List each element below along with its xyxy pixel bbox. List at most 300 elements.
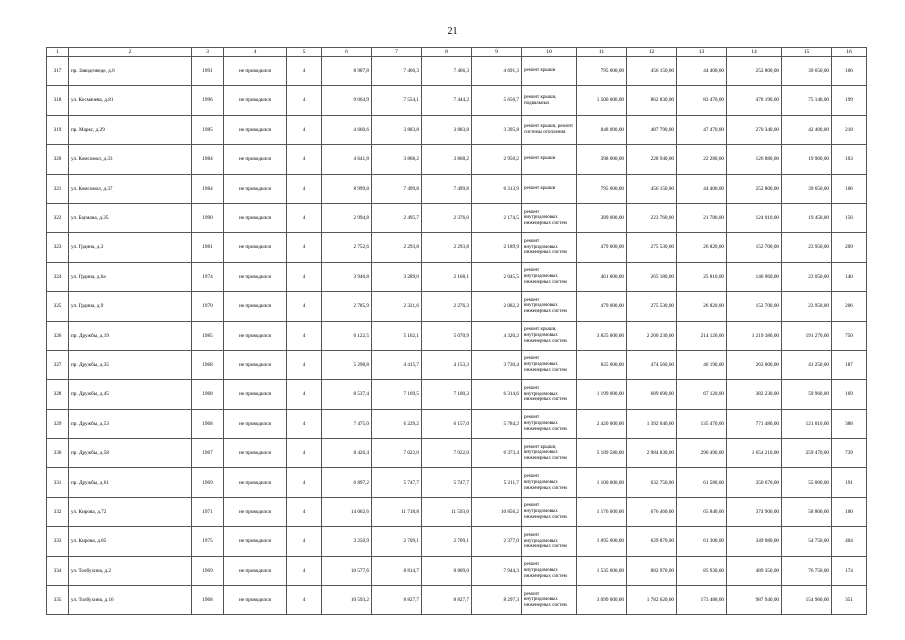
cell-col-13: 22 280,00 — [677, 145, 727, 174]
cell-col-3: 1971 — [192, 497, 224, 526]
cell-col-4: не проводился — [224, 233, 287, 262]
cell-col-5: 4 — [287, 409, 322, 438]
cell-col-8: 8 827,7 — [422, 586, 472, 615]
cell-col-12: 632 750,00 — [627, 468, 677, 497]
cell-col-13: 61 580,00 — [677, 468, 727, 497]
cell-col-7: 3 883,8 — [372, 115, 422, 144]
cell-col-7: 6 229,2 — [372, 409, 422, 438]
cell-col-14: 382 230,00 — [727, 380, 782, 409]
cell-col-9: 2 082,3 — [472, 292, 522, 321]
cell-col-8: 2 376,0 — [422, 203, 472, 232]
cell-col-4: не проводился — [224, 174, 287, 203]
cell-col-5: 4 — [287, 203, 322, 232]
cell-col-2: ул. Комсомол, д.33 — [69, 145, 192, 174]
table-row — [47, 233, 867, 262]
table-header — [47, 48, 867, 57]
cell-col-11: 3 099 000,00 — [577, 586, 627, 615]
cell-col-12: 275 530,00 — [627, 233, 677, 262]
cell-col-6: 14 062,6 — [322, 497, 372, 526]
cell-col-14: 252 800,00 — [727, 174, 782, 203]
column-header-5: 5 — [287, 48, 322, 57]
cell-col-13: 85 930,00 — [677, 556, 727, 585]
cell-col-15: 41 250,00 — [782, 350, 832, 379]
column-header-4: 4 — [224, 48, 287, 57]
column-header-15: 15 — [782, 48, 832, 57]
column-header-3: 3 — [192, 48, 224, 57]
cell-col-5: 4 — [287, 468, 322, 497]
cell-col-9: 5 784,2 — [472, 409, 522, 438]
cell-col-11: 1 535 000,00 — [577, 556, 627, 585]
cell-col-15: 42 400,00 — [782, 115, 832, 144]
cell-col-5: 4 — [287, 321, 322, 350]
cell-col-2: ул. Толбухина, д.2 — [69, 556, 192, 585]
cell-col-1: 318 — [47, 86, 69, 115]
cell-col-16: 103 — [832, 145, 867, 174]
cell-col-2: пр. Дружбы, д.53 — [69, 409, 192, 438]
column-header-8: 8 — [422, 48, 472, 57]
cell-col-4: не проводился — [224, 203, 287, 232]
cell-col-13: 135 470,00 — [677, 409, 727, 438]
column-header-13: 13 — [677, 48, 727, 57]
cell-col-9: 2 950,2 — [472, 145, 522, 174]
cell-col-14: 374 900,00 — [727, 497, 782, 526]
cell-col-12: 2 200 230,00 — [627, 321, 677, 350]
cell-col-4: не проводился — [224, 86, 287, 115]
cell-col-10: ремонт внутридомовых инженерных систем — [522, 409, 577, 438]
cell-col-12: 265 180,00 — [627, 262, 677, 291]
column-header-10: 10 — [522, 48, 577, 57]
cell-col-10: ремонт внутридомовых инженерных систем — [522, 527, 577, 556]
cell-col-6: 4 660,6 — [322, 115, 372, 144]
cell-col-10: ремонт внутридомовых инженерных систем — [522, 497, 577, 526]
cell-col-15: 23 950,00 — [782, 233, 832, 262]
cell-col-13: 21 780,00 — [677, 203, 727, 232]
column-header-1: 1 — [47, 48, 69, 57]
cell-col-16: 199 — [832, 86, 867, 115]
cell-col-1: 335 — [47, 586, 69, 615]
cell-col-1: 327 — [47, 350, 69, 379]
cell-col-2: ул. Кирова, д.72 — [69, 497, 192, 526]
cell-col-14: 350 670,00 — [727, 468, 782, 497]
cell-col-12: 676 460,00 — [627, 497, 677, 526]
cell-col-7: 4 415,7 — [372, 350, 422, 379]
column-header-6: 6 — [322, 48, 372, 57]
cell-col-9: 8 297,3 — [472, 586, 522, 615]
table-row — [47, 586, 867, 615]
cell-col-14: 1 654 210,00 — [727, 439, 782, 468]
cell-col-8: 7 499,8 — [422, 174, 472, 203]
cell-col-16: 388 — [832, 409, 867, 438]
cell-col-6: 2 994,8 — [322, 203, 372, 232]
cell-col-5: 4 — [287, 145, 322, 174]
cell-col-9: 3 395,8 — [472, 115, 522, 144]
cell-col-12: 629 870,00 — [627, 527, 677, 556]
header-row — [47, 48, 867, 57]
cell-col-10: ремонт внутридомовых инженерных систем — [522, 350, 577, 379]
cell-col-8: 5 070,9 — [422, 321, 472, 350]
cell-col-12: 223 760,00 — [627, 203, 677, 232]
cell-col-12: 689 690,00 — [627, 380, 677, 409]
cell-col-9: 3 730,4 — [472, 350, 522, 379]
table-row — [47, 292, 867, 321]
cell-col-11: 461 000,00 — [577, 262, 627, 291]
cell-col-8: 3 868,2 — [422, 145, 472, 174]
cell-col-9: 5 211,7 — [472, 468, 522, 497]
cell-col-5: 4 — [287, 115, 322, 144]
cell-col-15: 259 470,00 — [782, 439, 832, 468]
cell-col-11: 3 825 000,00 — [577, 321, 627, 350]
cell-col-5: 4 — [287, 292, 322, 321]
cell-col-15: 19 900,00 — [782, 145, 832, 174]
cell-col-14: 152 700,00 — [727, 292, 782, 321]
cell-col-11: 389 000,00 — [577, 203, 627, 232]
cell-col-9: 4 691,3 — [472, 57, 522, 86]
cell-col-5: 4 — [287, 57, 322, 86]
table-row — [47, 145, 867, 174]
cell-col-11: 398 000,00 — [577, 145, 627, 174]
cell-col-15: 76 750,00 — [782, 556, 832, 585]
cell-col-5: 4 — [287, 586, 322, 615]
cell-col-13: 46 190,00 — [677, 350, 727, 379]
cell-col-15: 55 000,00 — [782, 468, 832, 497]
cell-col-7: 2 321,6 — [372, 292, 422, 321]
table-row — [47, 203, 867, 232]
cell-col-14: 771 480,00 — [727, 409, 782, 438]
cell-col-7: 7 022,0 — [372, 439, 422, 468]
cell-col-3: 1990 — [192, 203, 224, 232]
cell-col-8: 8 809,0 — [422, 556, 472, 585]
cell-col-16: 206 — [832, 292, 867, 321]
table-row — [47, 321, 867, 350]
cell-col-6: 2 785,9 — [322, 292, 372, 321]
cell-col-6: 5 298,8 — [322, 350, 372, 379]
cell-col-11: 5 189 580,00 — [577, 439, 627, 468]
cell-col-7: 2 709,1 — [372, 527, 422, 556]
cell-col-5: 4 — [287, 556, 322, 585]
cell-col-16: 209 — [832, 233, 867, 262]
cell-col-8: 7 100,3 — [422, 380, 472, 409]
cell-col-15: 191 270,00 — [782, 321, 832, 350]
cell-col-2: ул. Баумана, д.35 — [69, 203, 192, 232]
cell-col-16: 187 — [832, 350, 867, 379]
cell-col-1: 326 — [47, 321, 69, 350]
cell-col-5: 4 — [287, 174, 322, 203]
cell-col-1: 328 — [47, 380, 69, 409]
cell-col-9: 4 320,2 — [472, 321, 522, 350]
cell-col-3: 1968 — [192, 380, 224, 409]
cell-col-10: ремонт внутридомовых инженерных систем — [522, 203, 577, 232]
cell-col-10: ремонт крыши — [522, 57, 577, 86]
cell-col-8: 6 157,0 — [422, 409, 472, 438]
cell-col-16: 218 — [832, 115, 867, 144]
cell-col-2: пр. Заводговеде, д.6 — [69, 57, 192, 86]
cell-col-13: 25 810,00 — [677, 262, 727, 291]
cell-col-9: 7 944,3 — [472, 556, 522, 585]
cell-col-16: 750 — [832, 321, 867, 350]
cell-col-12: 882 970,00 — [627, 556, 677, 585]
cell-col-14: 152 700,00 — [727, 233, 782, 262]
cell-col-2: ул. Толбухина, д.16 — [69, 586, 192, 615]
cell-col-15: 39 650,00 — [782, 174, 832, 203]
cell-col-4: не проводился — [224, 409, 287, 438]
table-row — [47, 262, 867, 291]
cell-col-15: 154 960,00 — [782, 586, 832, 615]
cell-col-2: ул. Грдина, д.9 — [69, 292, 192, 321]
cell-col-15: 23 950,00 — [782, 292, 832, 321]
cell-col-5: 4 — [287, 86, 322, 115]
cell-col-5: 4 — [287, 527, 322, 556]
cell-col-14: 124 010,00 — [727, 203, 782, 232]
cell-col-11: 1 500 000,00 — [577, 86, 627, 115]
cell-col-4: не проводился — [224, 321, 287, 350]
cell-col-1: 320 — [47, 145, 69, 174]
cell-col-10: ремонт внутридомовых инженерных систем — [522, 233, 577, 262]
cell-col-12: 862 830,00 — [627, 86, 677, 115]
cell-col-13: 214 120,00 — [677, 321, 727, 350]
cell-col-8: 2 276,3 — [422, 292, 472, 321]
cell-col-15: 59 960,00 — [782, 380, 832, 409]
cell-col-10: ремонт крыши, внутридомовых инженерных систем — [522, 439, 577, 468]
cell-col-3: 1970 — [192, 292, 224, 321]
cell-col-9: 6 314,6 — [472, 380, 522, 409]
cell-col-5: 4 — [287, 497, 322, 526]
cell-col-3: 1969 — [192, 468, 224, 497]
cell-col-4: не проводился — [224, 262, 287, 291]
cell-col-15: 23 050,00 — [782, 262, 832, 291]
cell-col-4: не проводился — [224, 527, 287, 556]
cell-col-1: 321 — [47, 174, 69, 203]
cell-col-10: ремонт крыши — [522, 145, 577, 174]
cell-col-11: 848 000,00 — [577, 115, 627, 144]
cell-col-15: 19 450,00 — [782, 203, 832, 232]
cell-col-8: 2 168,1 — [422, 262, 472, 291]
cell-col-3: 1974 — [192, 262, 224, 291]
cell-col-4: не проводился — [224, 57, 287, 86]
table-row — [47, 86, 867, 115]
cell-col-14: 478 190,00 — [727, 86, 782, 115]
table-row — [47, 350, 867, 379]
cell-col-7: 5 102,1 — [372, 321, 422, 350]
cell-col-13: 61 300,00 — [677, 527, 727, 556]
cell-col-3: 1975 — [192, 527, 224, 556]
cell-col-14: 146 960,00 — [727, 262, 782, 291]
cell-col-13: 83 470,00 — [677, 86, 727, 115]
cell-col-12: 456 150,00 — [627, 57, 677, 86]
cell-col-8: 11 593,0 — [422, 497, 472, 526]
cell-col-11: 479 000,00 — [577, 292, 627, 321]
cell-col-7: 2 495,7 — [372, 203, 422, 232]
cell-col-3: 1969 — [192, 556, 224, 585]
cell-col-4: не проводился — [224, 556, 287, 585]
cell-col-11: 479 000,00 — [577, 233, 627, 262]
cell-col-9: 2 174,5 — [472, 203, 522, 232]
cell-col-13: 44 400,00 — [677, 57, 727, 86]
cell-col-14: 126 880,00 — [727, 145, 782, 174]
cell-col-1: 331 — [47, 468, 69, 497]
cell-col-8: 7 466,3 — [422, 57, 472, 86]
table-row — [47, 497, 867, 526]
cell-col-9: 2 189,9 — [472, 233, 522, 262]
cell-col-16: 169 — [832, 380, 867, 409]
cell-col-14: 252 800,00 — [727, 57, 782, 86]
cell-col-8: 2 709,1 — [422, 527, 472, 556]
cell-col-12: 2 984 830,00 — [627, 439, 677, 468]
cell-col-11: 825 000,00 — [577, 350, 627, 379]
column-header-7: 7 — [372, 48, 422, 57]
cell-col-4: не проводился — [224, 350, 287, 379]
cell-col-8: 5 747,7 — [422, 468, 472, 497]
cell-col-10: ремонт внутридомовых инженерных систем — [522, 292, 577, 321]
cell-col-2: ул. Грдина, д.6а — [69, 262, 192, 291]
cell-col-11: 1 199 000,00 — [577, 380, 627, 409]
cell-col-7: 7 169,5 — [372, 380, 422, 409]
table-row — [47, 174, 867, 203]
table-row — [47, 468, 867, 497]
cell-col-14: 987 940,00 — [727, 586, 782, 615]
cell-col-15: 39 650,00 — [782, 57, 832, 86]
cell-col-5: 4 — [287, 233, 322, 262]
cell-col-1: 319 — [47, 115, 69, 144]
cell-col-6: 6 897,2 — [322, 468, 372, 497]
cell-col-11: 795 000,00 — [577, 174, 627, 203]
cell-col-10: ремонт крыши — [522, 174, 577, 203]
cell-col-8: 7 444,2 — [422, 86, 472, 115]
cell-col-6: 10 577,6 — [322, 556, 372, 585]
cell-col-3: 1984 — [192, 174, 224, 203]
cell-col-3: 1981 — [192, 233, 224, 262]
cell-col-1: 333 — [47, 527, 69, 556]
cell-col-12: 487 790,00 — [627, 115, 677, 144]
cell-col-13: 47 470,00 — [677, 115, 727, 144]
cell-col-14: 1 219 380,00 — [727, 321, 782, 350]
cell-col-4: не проводился — [224, 292, 287, 321]
cell-col-3: 1985 — [192, 115, 224, 144]
cell-col-7: 3 289,0 — [372, 262, 422, 291]
cell-col-11: 2 420 000,00 — [577, 409, 627, 438]
cell-col-14: 263 000,00 — [727, 350, 782, 379]
cell-col-12: 474 560,00 — [627, 350, 677, 379]
cell-col-4: не проводился — [224, 468, 287, 497]
column-header-12: 12 — [627, 48, 677, 57]
table-row — [47, 115, 867, 144]
cell-col-3: 1968 — [192, 350, 224, 379]
cell-col-13: 67 120,00 — [677, 380, 727, 409]
cell-col-14: 489 350,00 — [727, 556, 782, 585]
cell-col-15: 58 800,00 — [782, 497, 832, 526]
cell-col-8: 2 293,8 — [422, 233, 472, 262]
cell-col-12: 228 940,00 — [627, 145, 677, 174]
cell-col-2: ул. Комсомол, д.37 — [69, 174, 192, 203]
cell-col-13: 44 400,00 — [677, 174, 727, 203]
cell-col-16: 156 — [832, 203, 867, 232]
cell-col-8: 3 883,8 — [422, 115, 472, 144]
cell-col-10: ремонт внутридомовых инженерных систем — [522, 556, 577, 585]
cell-col-10: ремонт внутридомовых инженерных систем — [522, 468, 577, 497]
cell-col-6: 4 641,8 — [322, 145, 372, 174]
cell-col-11: 1 176 000,00 — [577, 497, 627, 526]
cell-col-6: 8 426,4 — [322, 439, 372, 468]
cell-col-6: 8 537,4 — [322, 380, 372, 409]
cell-col-7: 7 499,8 — [372, 174, 422, 203]
table-row — [47, 409, 867, 438]
page-number: 21 — [447, 26, 458, 37]
table-body — [47, 57, 867, 615]
cell-col-1: 330 — [47, 439, 69, 468]
table-row — [47, 439, 867, 468]
cell-col-3: 1967 — [192, 439, 224, 468]
cell-col-2: ул. Грдина, д.3 — [69, 233, 192, 262]
repair-register-table — [46, 47, 867, 615]
table-row — [47, 57, 867, 86]
cell-col-16: 106 — [832, 174, 867, 203]
cell-col-3: 1968 — [192, 409, 224, 438]
cell-col-16: 106 — [832, 57, 867, 86]
cell-col-16: 739 — [832, 439, 867, 468]
cell-col-9: 10 856,2 — [472, 497, 522, 526]
cell-col-8: 7 022,0 — [422, 439, 472, 468]
cell-col-6: 9 064,9 — [322, 86, 372, 115]
cell-col-2: пр. Маркс, д.29 — [69, 115, 192, 144]
cell-col-12: 1 392 040,00 — [627, 409, 677, 438]
cell-col-13: 290 490,00 — [677, 439, 727, 468]
cell-col-3: 1985 — [192, 321, 224, 350]
cell-col-2: пр. Дружбы, д.35 — [69, 350, 192, 379]
cell-col-13: 26 820,00 — [677, 292, 727, 321]
cell-col-4: не проводился — [224, 497, 287, 526]
cell-col-6: 3 250,9 — [322, 527, 372, 556]
cell-col-10: ремонт внутридомовых инженерных систем — [522, 380, 577, 409]
cell-col-14: 270 340,00 — [727, 115, 782, 144]
cell-col-4: не проводился — [224, 145, 287, 174]
cell-col-6: 2 752,6 — [322, 233, 372, 262]
cell-col-5: 4 — [287, 350, 322, 379]
cell-col-1: 329 — [47, 409, 69, 438]
table-row — [47, 380, 867, 409]
cell-col-4: не проводился — [224, 380, 287, 409]
cell-col-10: ремонт крыши, внутридомовых инженерных систем — [522, 321, 577, 350]
cell-col-1: 324 — [47, 262, 69, 291]
cell-col-2: ул. Космачева, д.81 — [69, 86, 192, 115]
cell-col-16: 140 — [832, 262, 867, 291]
cell-col-2: пр. Дружбы, д.45 — [69, 380, 192, 409]
column-header-11: 11 — [577, 48, 627, 57]
cell-col-4: не проводился — [224, 115, 287, 144]
cell-col-2: пр. Дружбы, д.61 — [69, 468, 192, 497]
cell-col-1: 323 — [47, 233, 69, 262]
cell-col-11: 1 100 000,00 — [577, 468, 627, 497]
cell-col-3: 1984 — [192, 145, 224, 174]
cell-col-10: ремонт крыши, подвальных — [522, 86, 577, 115]
cell-col-9: 2 377,0 — [472, 527, 522, 556]
cell-col-1: 334 — [47, 556, 69, 585]
cell-col-9: 6 373,4 — [472, 439, 522, 468]
cell-col-9: 5 656,7 — [472, 86, 522, 115]
cell-col-5: 4 — [287, 439, 322, 468]
cell-col-9: 6 313,9 — [472, 174, 522, 203]
cell-col-6: 8 987,8 — [322, 57, 372, 86]
column-header-16: 16 — [832, 48, 867, 57]
cell-col-2: пр. Дружбы, д.58 — [69, 439, 192, 468]
cell-col-8: 4 153,3 — [422, 350, 472, 379]
cell-col-6: 6 122,5 — [322, 321, 372, 350]
cell-col-7: 2 293,8 — [372, 233, 422, 262]
cell-col-12: 456 150,00 — [627, 174, 677, 203]
cell-col-16: 100 — [832, 497, 867, 526]
table-row — [47, 556, 867, 585]
cell-col-3: 1991 — [192, 57, 224, 86]
column-header-9: 9 — [472, 48, 522, 57]
cell-col-7: 8 827,7 — [372, 586, 422, 615]
